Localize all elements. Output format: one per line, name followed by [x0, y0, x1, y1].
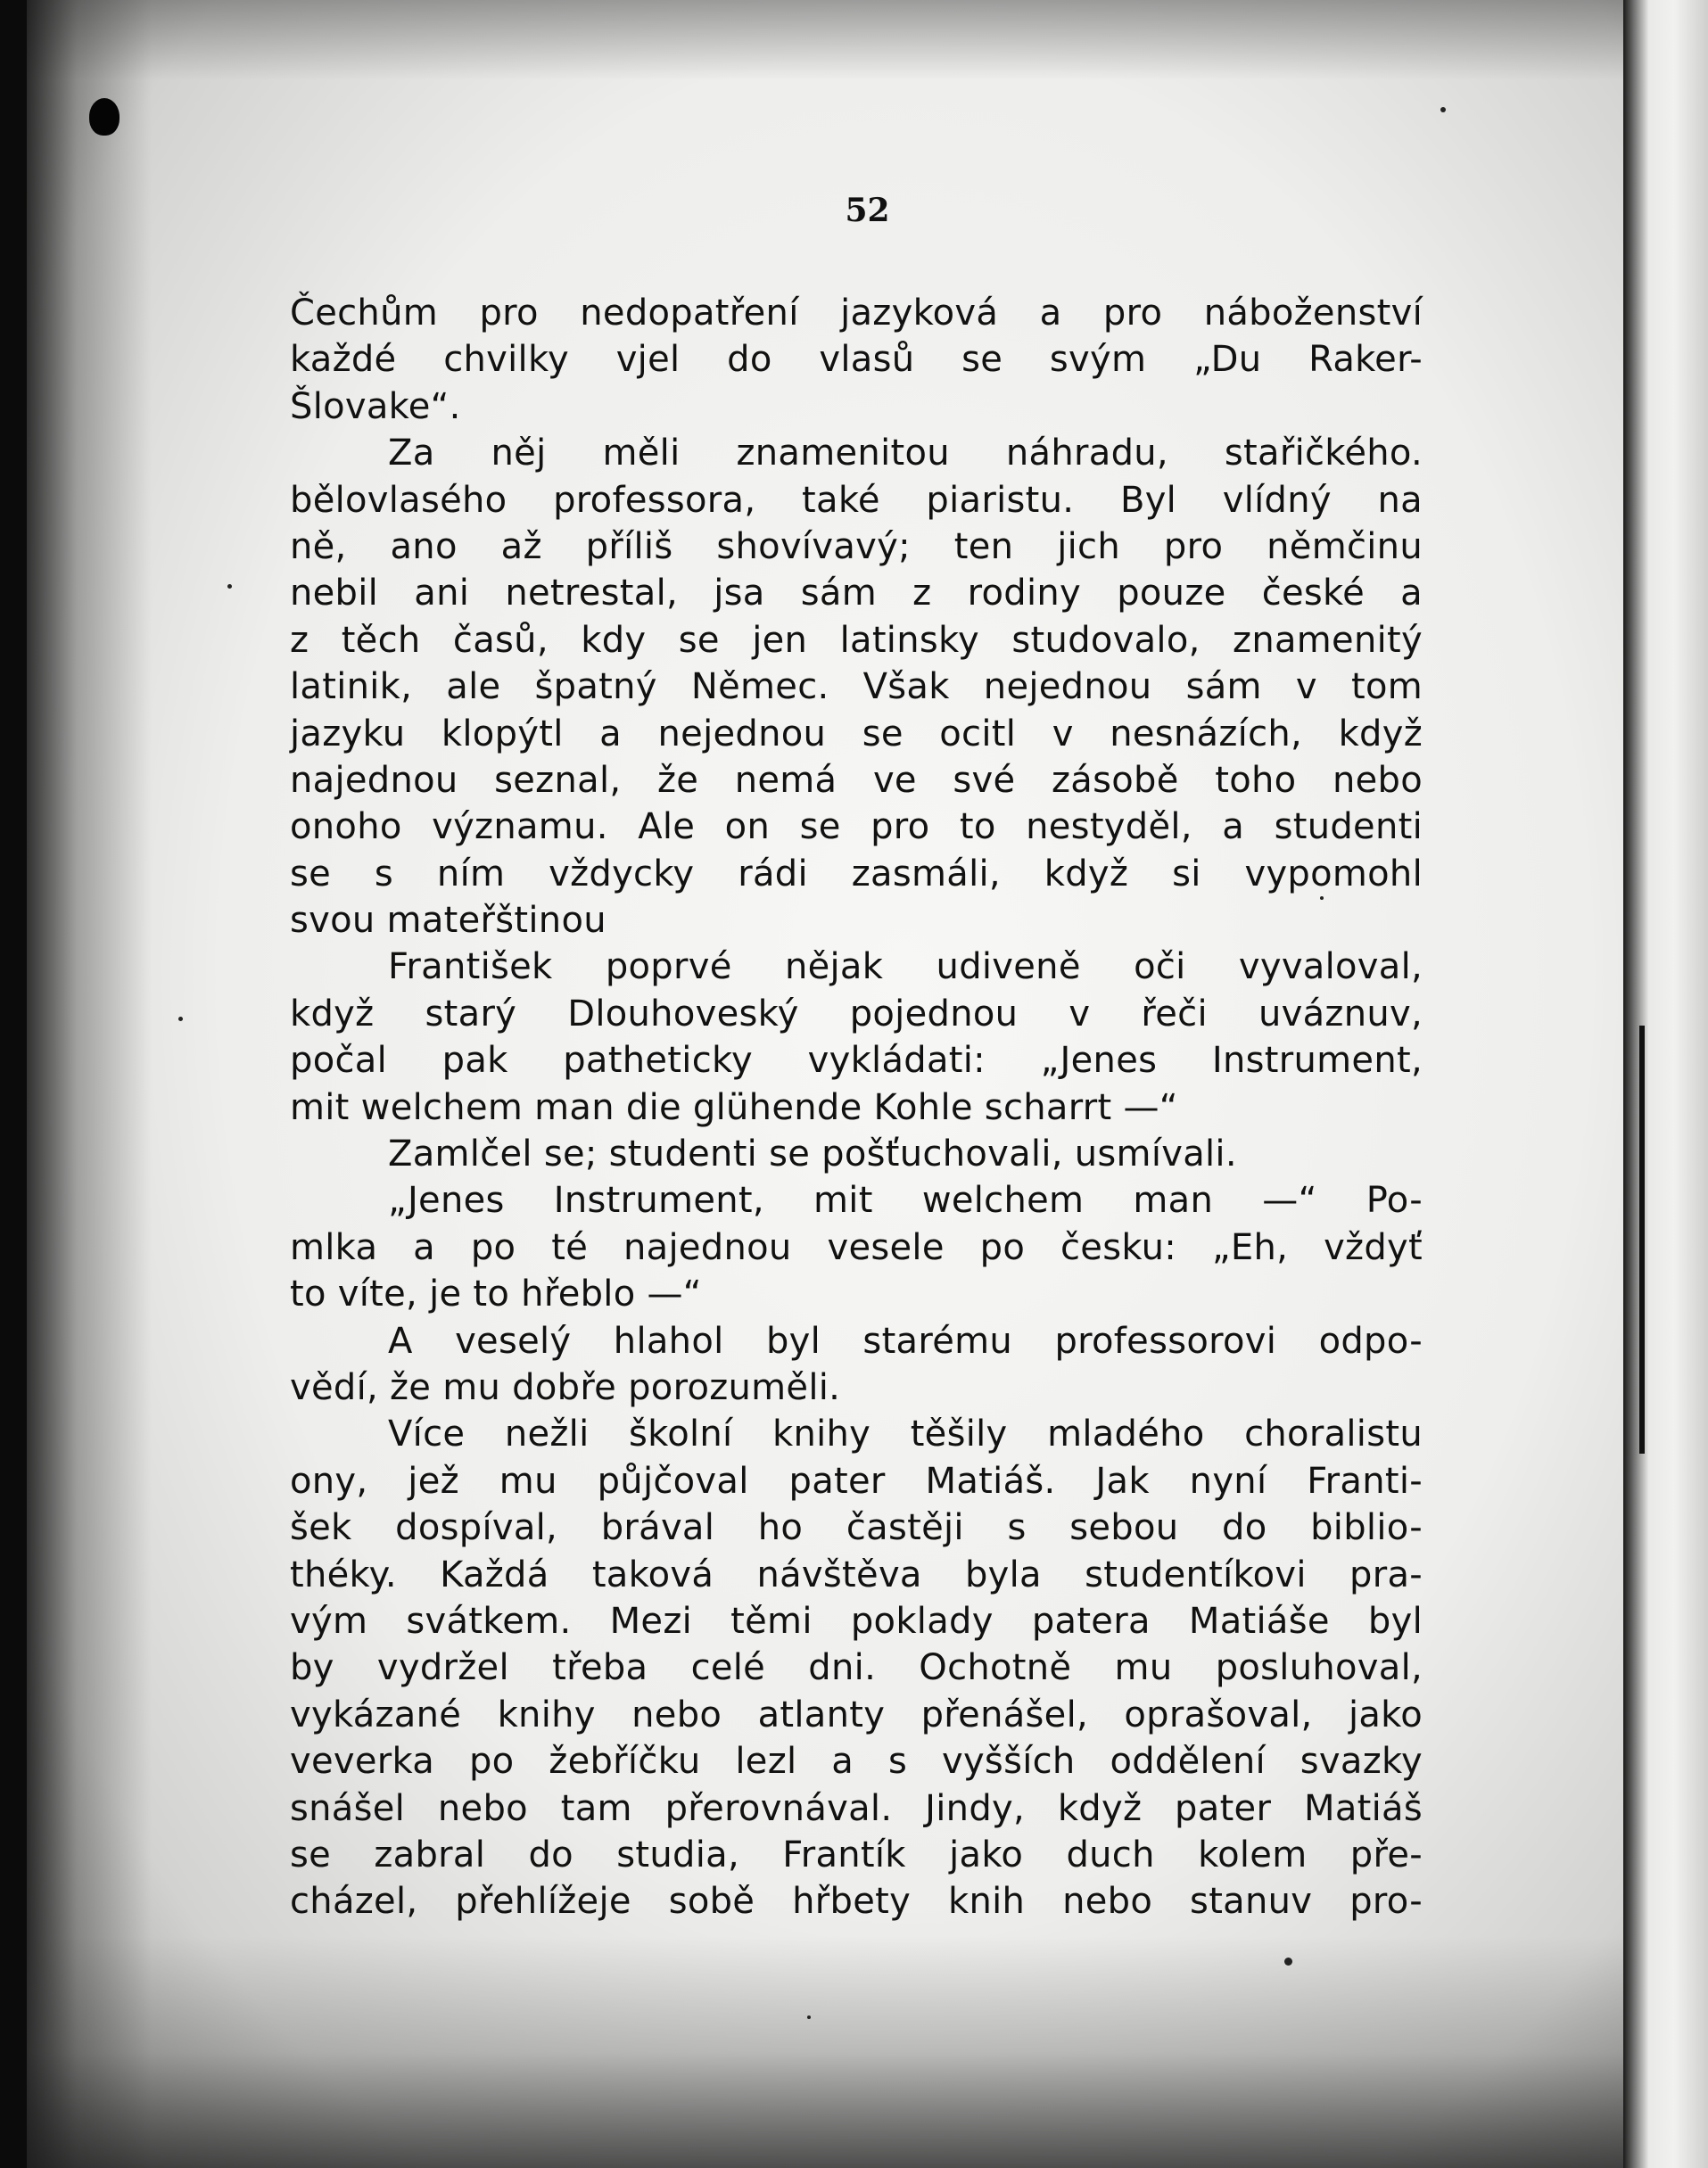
- text-line: když starý Dlouhoveský pojednou v řeči uváznuv,: [290, 993, 1423, 1035]
- dust-speck: [227, 584, 232, 589]
- scan-shadow-left: [27, 0, 152, 2168]
- text-line: by vydržel třeba celé dni. Ochotně mu posluhoval,: [290, 1647, 1423, 1689]
- text-line: vědí, že mu dobře porozuměli.: [290, 1366, 841, 1408]
- text-line: šek dospíval, brával ho častěji s sebou do biblio-: [290, 1507, 1423, 1549]
- text-line: každé chvilky vjel do vlasů se svým „Du Raker-: [290, 339, 1423, 381]
- text-line: A veselý hlahol byl starému professorovi odpo-: [388, 1320, 1423, 1362]
- page-number: 52: [845, 192, 890, 229]
- text-line: Více nežli školní knihy těšily mladého choralistu: [388, 1414, 1423, 1455]
- text-line: Šlovake“.: [290, 385, 461, 427]
- text-line: se zabral do studia, Frantík jako duch kolem pře-: [290, 1834, 1423, 1875]
- text-line: théky. Každá taková návštěva byla studentíkovi pra-: [290, 1554, 1423, 1595]
- text-line: svou mateřštinou: [290, 900, 606, 942]
- text-line: Za něj měli znamenitou náhradu, stařičkého.: [388, 433, 1423, 474]
- scan-shadow-top: [27, 0, 1623, 80]
- dust-speck: [1440, 107, 1446, 112]
- text-line: snášel nebo tam přerovnával. Jindy, když pater Matiáš: [290, 1787, 1423, 1829]
- punch-hole-mark: [89, 98, 120, 136]
- dust-speck: [1284, 1958, 1292, 1966]
- text-line: cházel, přehlížeje sobě hřbety knih nebo stanuv pro-: [290, 1881, 1423, 1923]
- text-line: veverka po žebříčku lezl a s vyšších oddělení svazky: [290, 1741, 1423, 1783]
- text-line: jazyku klopýtl a nejednou se ocitl v nesnázích, když: [290, 713, 1423, 754]
- text-line: latinik, ale špatný Němec. Však nejednou sám v tom: [290, 666, 1423, 708]
- text-line: bělovlasého professora, také piaristu. Byl vlídný na: [290, 479, 1423, 521]
- dust-speck: [178, 1017, 183, 1021]
- text-line: ony, jež mu půjčoval pater Matiáš. Jak nyní Franti-: [290, 1460, 1423, 1502]
- text-line: Zamlčel se; studenti se pošťuchovali, usmívali.: [388, 1133, 1237, 1175]
- text-line: mlka a po té najednou vesele po česku: „Eh, vždyť: [290, 1226, 1423, 1268]
- text-line: Čechům pro nedopatření jazyková a pro náboženství: [290, 293, 1423, 334]
- text-line: to víte, je to hřeblo —“: [290, 1274, 702, 1315]
- text-line: vykázané knihy nebo atlanty přenášel, oprašoval, jako: [290, 1694, 1423, 1735]
- text-line: mit welchem man die glühende Kohle scharrt —“: [290, 1086, 1178, 1128]
- text-line: najednou seznal, že nemá ve své zásobě toho nebo: [290, 759, 1423, 801]
- body-text: [290, 290, 1423, 1925]
- binding-edge-line: [1639, 1026, 1645, 1454]
- dust-speck: [807, 2015, 811, 2019]
- text-line: nebil ani netrestal, jsa sám z rodiny pouze české a: [290, 573, 1423, 614]
- text-line: se s ním vždycky rádi zasmáli, když si vypomohl: [290, 853, 1423, 894]
- text-line: onoho významu. Ale on se pro to nestyděl, a studenti: [290, 806, 1423, 848]
- text-line: počal pak patheticky vykládati: „Jenes Instrument,: [290, 1040, 1423, 1082]
- scan-shadow-bottom: [27, 1936, 1623, 2168]
- adjacent-page-edge: [1623, 0, 1708, 2168]
- text-line: vým svátkem. Mezi těmi poklady patera Matiáše byl: [290, 1600, 1423, 1642]
- text-line: z těch časů, kdy se jen latinsky studovalo, znamenitý: [290, 619, 1423, 661]
- text-line: ně, ano až příliš shovívavý; ten jich pro němčinu: [290, 525, 1423, 567]
- text-line: „Jenes Instrument, mit welchem man —“ Po-: [388, 1180, 1423, 1222]
- text-line: František poprvé nějak udiveně oči vyvaloval,: [388, 946, 1423, 988]
